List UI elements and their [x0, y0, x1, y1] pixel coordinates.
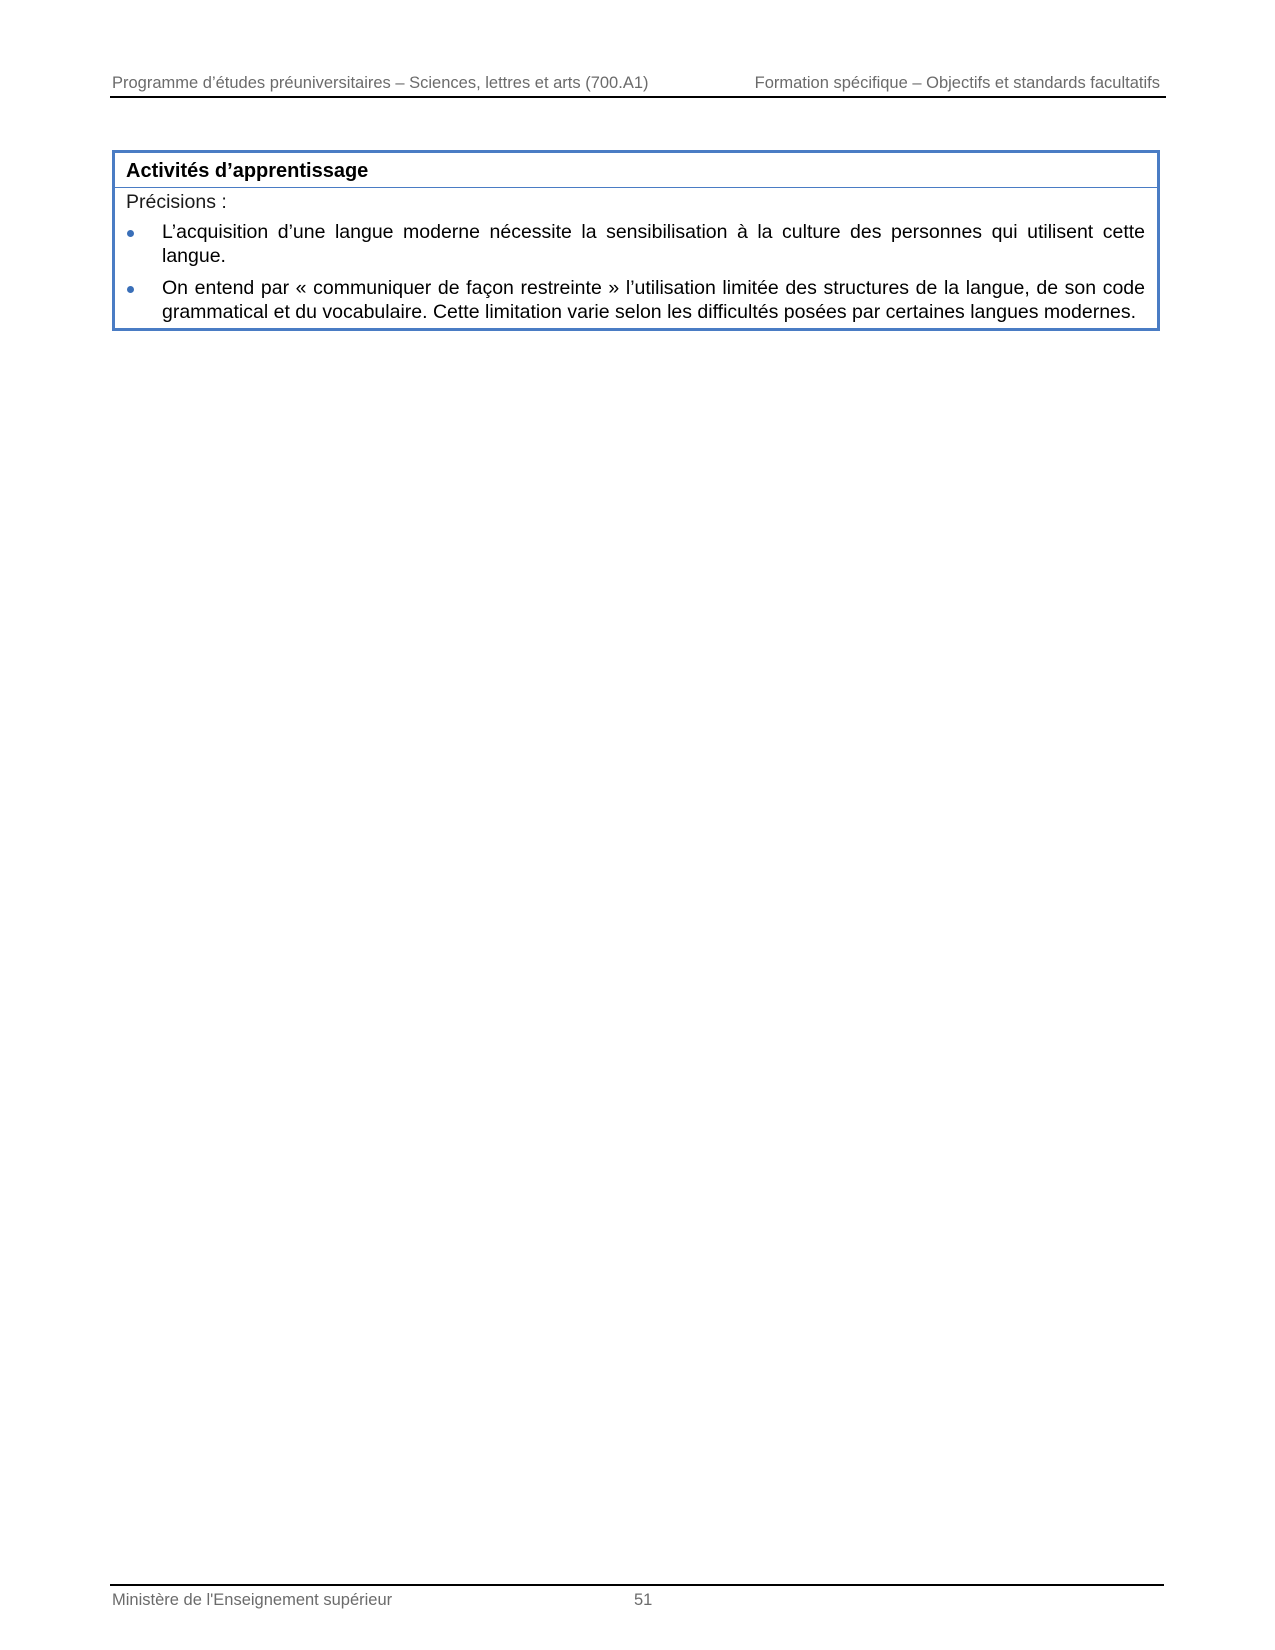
page-footer: [110, 1584, 1164, 1610]
list-item: [126, 276, 1145, 324]
box-body: [115, 188, 1157, 328]
header-section-title: Formation spécifique – Objectifs et standards facultatifs: [754, 74, 1160, 92]
precisions-label: Précisions :: [126, 191, 227, 213]
bullet-icon: [127, 230, 134, 237]
footer-organization: Ministère de l'Enseignement supérieur: [112, 1591, 393, 1609]
learning-activities-box: [112, 150, 1160, 331]
list-item-text: L’acquisition d’une langue moderne nécessite la sensibilisation à la culture des personnes qui utilisent cette langue.: [162, 221, 1145, 267]
header-program-title: Programme d’études préuniversitaires – Sciences, lettres et arts (700.A1): [112, 74, 649, 92]
box-title: Activités d’apprentissage: [115, 153, 1157, 188]
bullet-icon: [127, 286, 134, 293]
list-item: [126, 220, 1145, 268]
page-number: 51: [634, 1591, 653, 1609]
precisions-list: [126, 220, 1145, 324]
page-header: [110, 72, 1166, 98]
list-item-text: On entend par « communiquer de façon restreinte » l’utilisation limitée des structures de la langue, de son code grammatical et du vocabulaire. Cette limitation varie selon les difficultés posées par certaines langues modernes.: [162, 277, 1145, 323]
